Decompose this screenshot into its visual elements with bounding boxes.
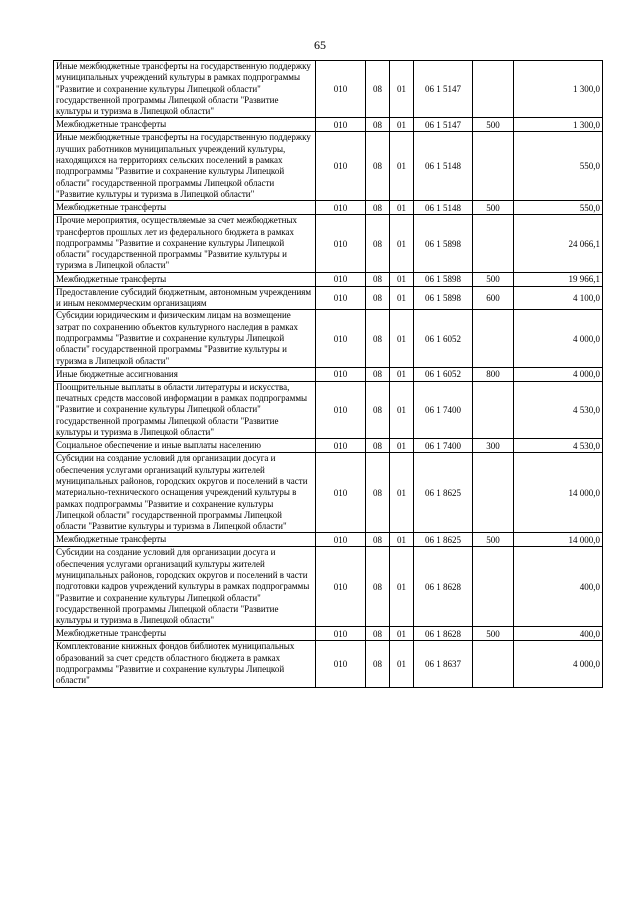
row-grbs-code: 010 [316, 132, 366, 201]
row-target-article: 06 1 5147 [414, 118, 473, 132]
row-expense-type [473, 453, 514, 533]
table-row [54, 439, 603, 453]
row-description: Межбюджетные трансферты [54, 272, 316, 286]
row-description: Комплектование книжных фондов библиотек муниципальных образований за счет средств областного бюджета в рамках подпрограммы "Развитие и сохранение культуры Липецкой области" [54, 641, 316, 687]
row-amount: 400,0 [514, 547, 603, 627]
row-description: Межбюджетные трансферты [54, 201, 316, 215]
row-grbs-code: 010 [316, 533, 366, 547]
row-expense-type [473, 641, 514, 687]
row-target-article: 06 1 8625 [414, 533, 473, 547]
row-subsection-code: 01 [390, 381, 414, 438]
row-expense-type [473, 381, 514, 438]
row-description: Субсидии юридическим и физическим лицам на возмещение затрат по сохранению объектов культурного наследия в рамках подпрограммы "Развитие и сохранение культуры Липецкой области" государственной программы "Развитие культуры и туризма в Липецкой области" [54, 310, 316, 367]
row-grbs-code: 010 [316, 641, 366, 687]
row-section-code: 08 [366, 132, 390, 201]
row-description: Предоставление субсидий бюджетным, автономным учреждениям и иным некоммерческим организациям [54, 286, 316, 310]
row-expense-type: 600 [473, 286, 514, 310]
row-expense-type [473, 215, 514, 272]
row-section-code: 08 [366, 381, 390, 438]
row-section-code: 08 [366, 118, 390, 132]
row-target-article: 06 1 8628 [414, 547, 473, 627]
row-description: Межбюджетные трансферты [54, 533, 316, 547]
row-grbs-code: 010 [316, 215, 366, 272]
table-row [54, 286, 603, 310]
row-section-code: 08 [366, 453, 390, 533]
row-subsection-code: 01 [390, 310, 414, 367]
budget-table-body [54, 61, 603, 688]
row-description: Субсидии на создание условий для организации досуга и обеспечения услугами организаций культуры жителей муниципальных районов, городских округов и поселений в части подготовки кадров учреждений культуры в рамках подпрограммы "Развитие и сохранение культуры Липецкой области" государственной программы Липецкой области "Развитие культуры и туризма в Липецкой области" [54, 547, 316, 627]
row-target-article: 06 1 5148 [414, 201, 473, 215]
row-amount: 4 000,0 [514, 310, 603, 367]
row-section-code: 08 [366, 641, 390, 687]
row-amount: 550,0 [514, 132, 603, 201]
row-expense-type: 500 [473, 201, 514, 215]
table-row [54, 201, 603, 215]
row-description: Иные бюджетные ассигнования [54, 367, 316, 381]
row-amount: 4 000,0 [514, 367, 603, 381]
row-target-article: 06 1 5148 [414, 132, 473, 201]
row-target-article: 06 1 5898 [414, 286, 473, 310]
budget-table [53, 60, 603, 688]
row-subsection-code: 01 [390, 547, 414, 627]
row-description: Субсидии на создание условий для организации досуга и обеспечения услугами организаций культуры жителей муниципальных районов, городских округов и поселений в части материально-технического оснащения учреждений культуры в рамках подпрограммы "Развитие и сохранение культуры Липецкой области" государственной программы Липецкой области "Развитие культуры и туризма в Липецкой области" [54, 453, 316, 533]
row-subsection-code: 01 [390, 201, 414, 215]
row-amount: 550,0 [514, 201, 603, 215]
row-amount: 14 000,0 [514, 453, 603, 533]
row-subsection-code: 01 [390, 215, 414, 272]
row-subsection-code: 01 [390, 627, 414, 641]
row-section-code: 08 [366, 61, 390, 118]
row-subsection-code: 01 [390, 272, 414, 286]
row-amount: 4 530,0 [514, 381, 603, 438]
row-grbs-code: 010 [316, 272, 366, 286]
row-section-code: 08 [366, 533, 390, 547]
row-description: Поощрительные выплаты в области литературы и искусства, печатных средств массовой информации в рамках подпрограммы "Развитие и сохранение культуры Липецкой области" государственной программы Липецкой области "Развитие культуры и туризма в Липецкой области" [54, 381, 316, 438]
table-row [54, 627, 603, 641]
row-expense-type: 300 [473, 439, 514, 453]
row-description: Межбюджетные трансферты [54, 118, 316, 132]
table-row [54, 132, 603, 201]
row-expense-type: 500 [473, 533, 514, 547]
table-row [54, 453, 603, 533]
row-target-article: 06 1 5147 [414, 61, 473, 118]
row-section-code: 08 [366, 286, 390, 310]
row-target-article: 06 1 8637 [414, 641, 473, 687]
row-expense-type: 500 [473, 118, 514, 132]
table-row [54, 547, 603, 627]
row-section-code: 08 [366, 627, 390, 641]
row-subsection-code: 01 [390, 453, 414, 533]
row-amount: 19 966,1 [514, 272, 603, 286]
row-subsection-code: 01 [390, 118, 414, 132]
row-expense-type: 500 [473, 272, 514, 286]
row-section-code: 08 [366, 272, 390, 286]
row-description: Прочие мероприятия, осуществляемые за счет межбюджетных трансфертов прошлых лет из федерального бюджета в рамках подпрограммы "Развитие и сохранение культуры Липецкой области" государственной программы "Развитие культуры и туризма в Липецкой области" [54, 215, 316, 272]
row-grbs-code: 010 [316, 201, 366, 215]
table-row [54, 61, 603, 118]
row-grbs-code: 010 [316, 381, 366, 438]
row-grbs-code: 010 [316, 547, 366, 627]
row-grbs-code: 010 [316, 439, 366, 453]
row-amount: 1 300,0 [514, 118, 603, 132]
row-grbs-code: 010 [316, 310, 366, 367]
row-section-code: 08 [366, 310, 390, 367]
table-row [54, 118, 603, 132]
row-amount: 24 066,1 [514, 215, 603, 272]
row-section-code: 08 [366, 201, 390, 215]
row-amount: 400,0 [514, 627, 603, 641]
row-grbs-code: 010 [316, 118, 366, 132]
page-number: 65 [314, 38, 326, 52]
row-target-article: 06 1 5898 [414, 215, 473, 272]
row-description: Иные межбюджетные трансферты на государственную поддержку муниципальных учреждений культуры в рамках подпрограммы "Развитие и сохранение культуры Липецкой области" государственной программы Липецкой области "Развитие культуры и туризма в Липецкой области" [54, 61, 316, 118]
row-amount: 4 000,0 [514, 641, 603, 687]
row-amount: 14 000,0 [514, 533, 603, 547]
row-expense-type: 800 [473, 367, 514, 381]
row-target-article: 06 1 8628 [414, 627, 473, 641]
row-grbs-code: 010 [316, 453, 366, 533]
row-subsection-code: 01 [390, 286, 414, 310]
row-description: Межбюджетные трансферты [54, 627, 316, 641]
row-subsection-code: 01 [390, 61, 414, 118]
row-target-article: 06 1 5898 [414, 272, 473, 286]
row-target-article: 06 1 8625 [414, 453, 473, 533]
row-subsection-code: 01 [390, 533, 414, 547]
row-section-code: 08 [366, 367, 390, 381]
row-expense-type [473, 310, 514, 367]
row-target-article: 06 1 6052 [414, 367, 473, 381]
row-expense-type [473, 547, 514, 627]
row-section-code: 08 [366, 547, 390, 627]
table-row [54, 215, 603, 272]
table-row [54, 533, 603, 547]
row-grbs-code: 010 [316, 61, 366, 118]
table-row [54, 641, 603, 687]
row-expense-type [473, 61, 514, 118]
row-target-article: 06 1 7400 [414, 381, 473, 438]
table-row [54, 272, 603, 286]
row-subsection-code: 01 [390, 439, 414, 453]
table-row [54, 381, 603, 438]
row-amount: 4 530,0 [514, 439, 603, 453]
row-subsection-code: 01 [390, 132, 414, 201]
row-amount: 4 100,0 [514, 286, 603, 310]
row-subsection-code: 01 [390, 641, 414, 687]
row-section-code: 08 [366, 215, 390, 272]
table-row [54, 367, 603, 381]
row-target-article: 06 1 6052 [414, 310, 473, 367]
row-grbs-code: 010 [316, 627, 366, 641]
row-description: Социальное обеспечение и иные выплаты населению [54, 439, 316, 453]
row-grbs-code: 010 [316, 286, 366, 310]
row-target-article: 06 1 7400 [414, 439, 473, 453]
row-description: Иные межбюджетные трансферты на государственную поддержку лучших работников муниципальных учреждений культуры, находящихся на территориях сельских поселений в рамках подпрограммы "Развитие и сохранение культуры Липецкой области" государственной программы Липецкой области "Развитие культуры и туризма в Липецкой области" [54, 132, 316, 201]
row-subsection-code: 01 [390, 367, 414, 381]
row-expense-type [473, 132, 514, 201]
row-section-code: 08 [366, 439, 390, 453]
table-row [54, 310, 603, 367]
row-expense-type: 500 [473, 627, 514, 641]
row-grbs-code: 010 [316, 367, 366, 381]
row-amount: 1 300,0 [514, 61, 603, 118]
